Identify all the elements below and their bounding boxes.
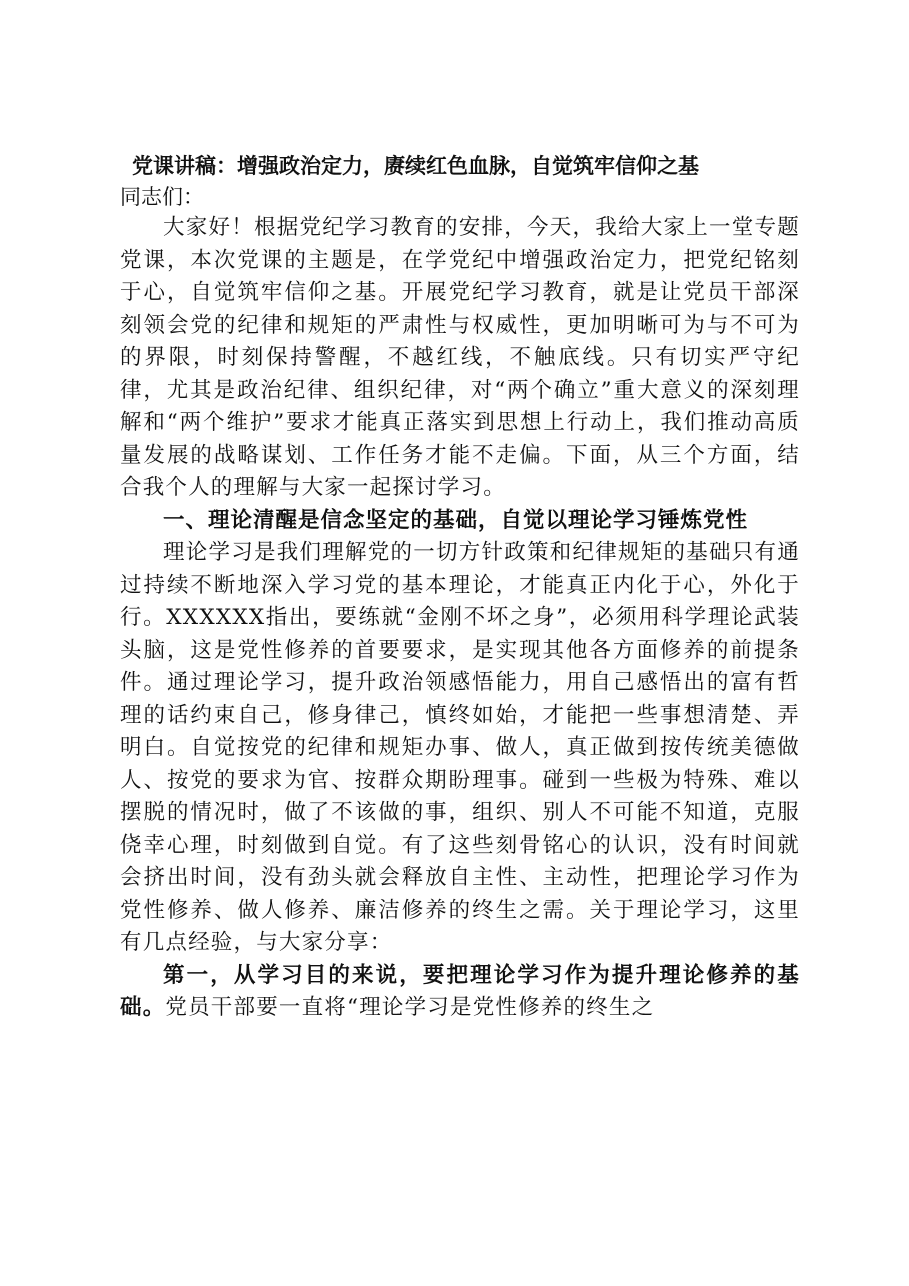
point-1-paragraph xyxy=(120,960,800,1025)
document-title: 党课讲稿：增强政治定力，赓续红色血脉，自觉筑牢信仰之基 xyxy=(132,154,699,178)
salutation: 同志们： xyxy=(120,185,204,209)
intro-paragraph: 大家好！根据党纪学习教育的安排，今天，我给大家上一堂专题党课，本次党课的主题是，在学党纪中增强政治定力，把党纪铭刻于心，自觉筑牢信仰之基。开展党纪学习教育，就是让党员干部深刻领会党的纪律和规矩的严肃性与权威性，更加明晰可为与不可为的界限，时刻保持警醒，不越红线，不触底线。只有切实严守纪律，尤其是政治纪律、组织纪律，对“两个确立”重大意义的深刻理解和“两个维护”要求才能真正落实到思想上行动上，我们推动高质量发展的战略谋划、工作任务才能不走偏。下面，从三个方面，结合我个人的理解与大家一起探讨学习。 xyxy=(120,215,800,500)
point-1-text: 党员干部要一直将“理论学习是党性修养的终生之 xyxy=(165,995,655,1020)
section-heading-1: 一、理论清醒是信念坚定的基础，自觉以理论学习锤炼党性 xyxy=(163,507,749,533)
document-body xyxy=(120,150,800,1025)
point-1-lead: 第一，从学习目的来说，要把理论学习作为提升理论修养的基础。 xyxy=(120,962,800,1020)
section-1-paragraph: 理论学习是我们理解党的一切方针政策和纪律规矩的基础只有通过持续不断地深入学习党的基本理论，才能真正内化于心，外化于行。XXXXXX指出，要练就“金刚不坏之身”，必须用科学理论武装头脑，这是党性修养的首要要求，是实现其他各方面修养的前提条件。通过理论学习，提升政治领感悟能力，用自己感悟出的富有哲理的话约束自己，修身律己，慎终如始，才能把一些事想清楚、弄明白。自觉按党的纪律和规矩办事、做人，真正做到按传统美德做人、按党的要求为官、按群众期盼理事。碰到一些极为特殊、难以摆脱的情况时，做了不该做的事，组织、别人不可能不知道，克服侥幸心理，时刻做到自觉。有了这些刻骨铭心的认识，没有时间就会挤出时间，没有劲头就会释放自主性、主动性，把理论学习作为党性修养、做人修养、廉洁修养的终生之需。关于理论学习，这里有几点经验，与大家分享： xyxy=(120,540,800,955)
